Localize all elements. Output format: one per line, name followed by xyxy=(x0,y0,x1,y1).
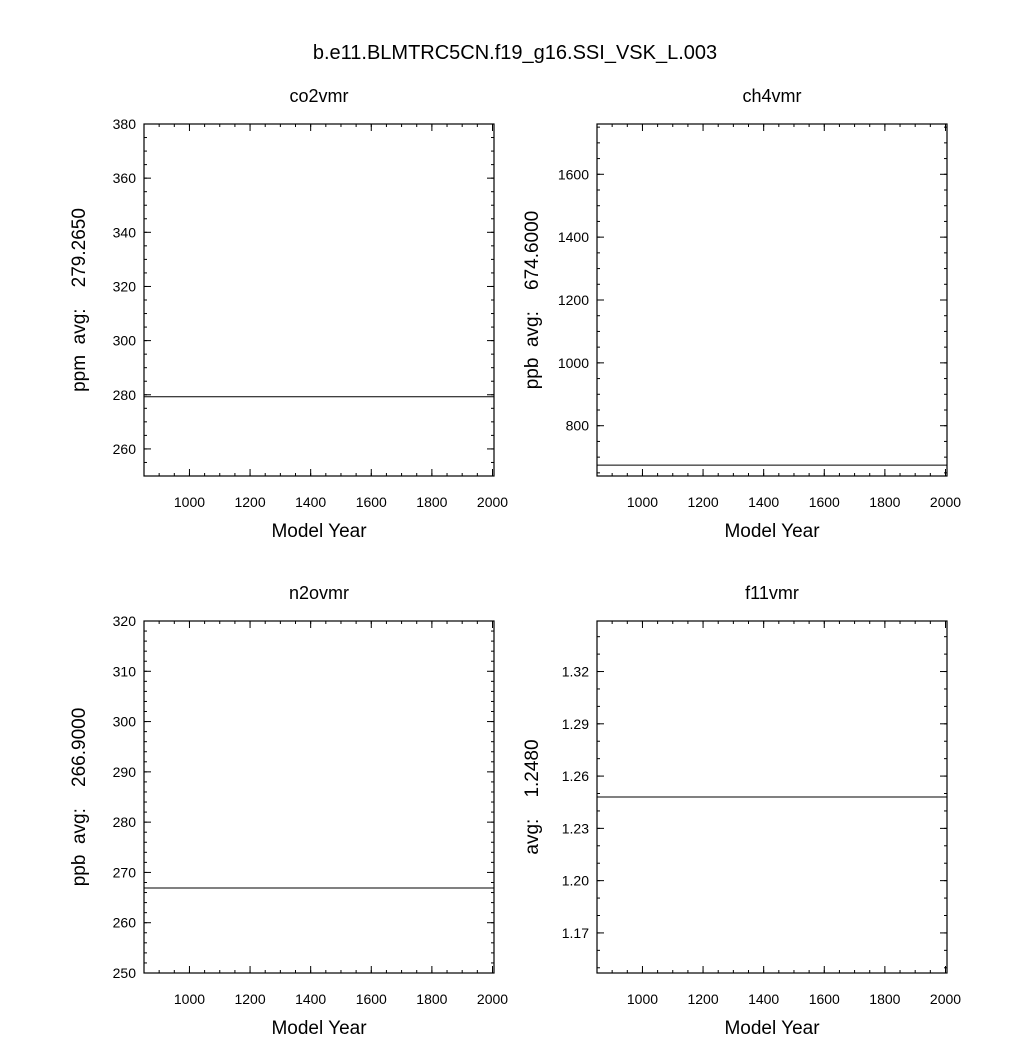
x-tick-label: 1600 xyxy=(355,494,387,510)
y-tick-label: 1.17 xyxy=(561,924,589,941)
y-tick-label: 300 xyxy=(112,332,136,349)
y-tick-label: 380 xyxy=(112,116,136,132)
x-tick-label: 1400 xyxy=(748,494,780,510)
y-tick-label: 280 xyxy=(112,814,136,831)
x-tick-label: 2000 xyxy=(476,494,509,510)
chart-panel-n2ovmr xyxy=(69,583,508,1039)
y-tick-label: 1.32 xyxy=(561,663,589,680)
y-tick-label: 260 xyxy=(112,914,136,931)
y-tick-label: 1000 xyxy=(557,354,589,371)
panel-title: co2vmr xyxy=(289,86,349,106)
y-axis-label: avg: 1.2480 xyxy=(522,739,543,855)
plot-frame xyxy=(597,124,947,476)
x-tick-label: 1800 xyxy=(869,991,901,1007)
y-tick-label: 260 xyxy=(112,440,136,457)
x-tick-label: 1200 xyxy=(687,991,719,1007)
x-tick-label: 1400 xyxy=(295,991,327,1007)
panel-title: ch4vmr xyxy=(742,86,802,106)
x-tick-label: 2000 xyxy=(929,991,962,1007)
y-tick-label: 340 xyxy=(112,224,136,241)
y-axis-label: ppb avg: 266.9000 xyxy=(69,707,90,887)
plot-frame xyxy=(144,124,494,476)
y-tick-label: 1.26 xyxy=(561,768,589,785)
y-tick-label: 1.23 xyxy=(561,820,589,837)
x-tick-label: 2000 xyxy=(476,991,509,1007)
y-tick-label: 280 xyxy=(112,386,136,403)
x-tick-label: 2000 xyxy=(929,494,962,510)
x-axis-label: Model Year xyxy=(724,1018,820,1039)
x-tick-label: 1200 xyxy=(234,494,266,510)
x-tick-label: 1000 xyxy=(626,494,659,510)
x-tick-label: 1600 xyxy=(808,991,840,1007)
chart-panel-co2vmr xyxy=(69,86,508,542)
y-axis-label: ppm avg: 279.2650 xyxy=(69,208,90,392)
plot-frame xyxy=(144,621,494,973)
chart-panel-f11vmr xyxy=(522,583,961,1039)
x-tick-label: 1000 xyxy=(626,991,659,1007)
panel-title: f11vmr xyxy=(745,583,799,603)
y-tick-label: 800 xyxy=(565,417,589,434)
y-tick-label: 1600 xyxy=(557,166,589,183)
x-tick-label: 1800 xyxy=(869,494,901,510)
y-tick-label: 1400 xyxy=(557,229,589,246)
y-tick-label: 360 xyxy=(112,170,136,187)
x-tick-label: 1400 xyxy=(748,991,780,1007)
x-axis-label: Model Year xyxy=(271,521,367,542)
x-tick-label: 1000 xyxy=(173,991,206,1007)
y-tick-label: 310 xyxy=(112,663,136,680)
x-tick-label: 1800 xyxy=(416,991,448,1007)
x-tick-label: 1600 xyxy=(808,494,840,510)
y-tick-label: 270 xyxy=(112,864,136,881)
y-tick-label: 300 xyxy=(112,713,136,730)
x-tick-label: 1600 xyxy=(355,991,387,1007)
x-tick-label: 1200 xyxy=(687,494,719,510)
panel-title: n2ovmr xyxy=(288,583,350,603)
y-tick-label: 1.29 xyxy=(561,715,589,732)
y-tick-label: 290 xyxy=(112,763,136,780)
figure-title: b.e11.BLMTRC5CN.f19_g16.SSI_VSK_L.003 xyxy=(312,42,718,64)
y-tick-label: 1200 xyxy=(557,292,589,308)
x-tick-label: 1800 xyxy=(416,494,448,510)
x-axis-label: Model Year xyxy=(724,521,820,542)
chart-panel-ch4vmr xyxy=(522,86,961,542)
x-tick-label: 1000 xyxy=(173,494,206,510)
y-tick-label: 1.20 xyxy=(561,872,589,889)
y-axis-label: ppb avg: 674.6000 xyxy=(522,210,543,390)
x-axis-label: Model Year xyxy=(271,1018,367,1039)
y-tick-label: 320 xyxy=(112,278,136,295)
y-tick-label: 250 xyxy=(112,965,136,981)
x-tick-label: 1400 xyxy=(295,494,327,510)
x-tick-label: 1200 xyxy=(234,991,266,1007)
y-tick-label: 320 xyxy=(112,613,136,629)
